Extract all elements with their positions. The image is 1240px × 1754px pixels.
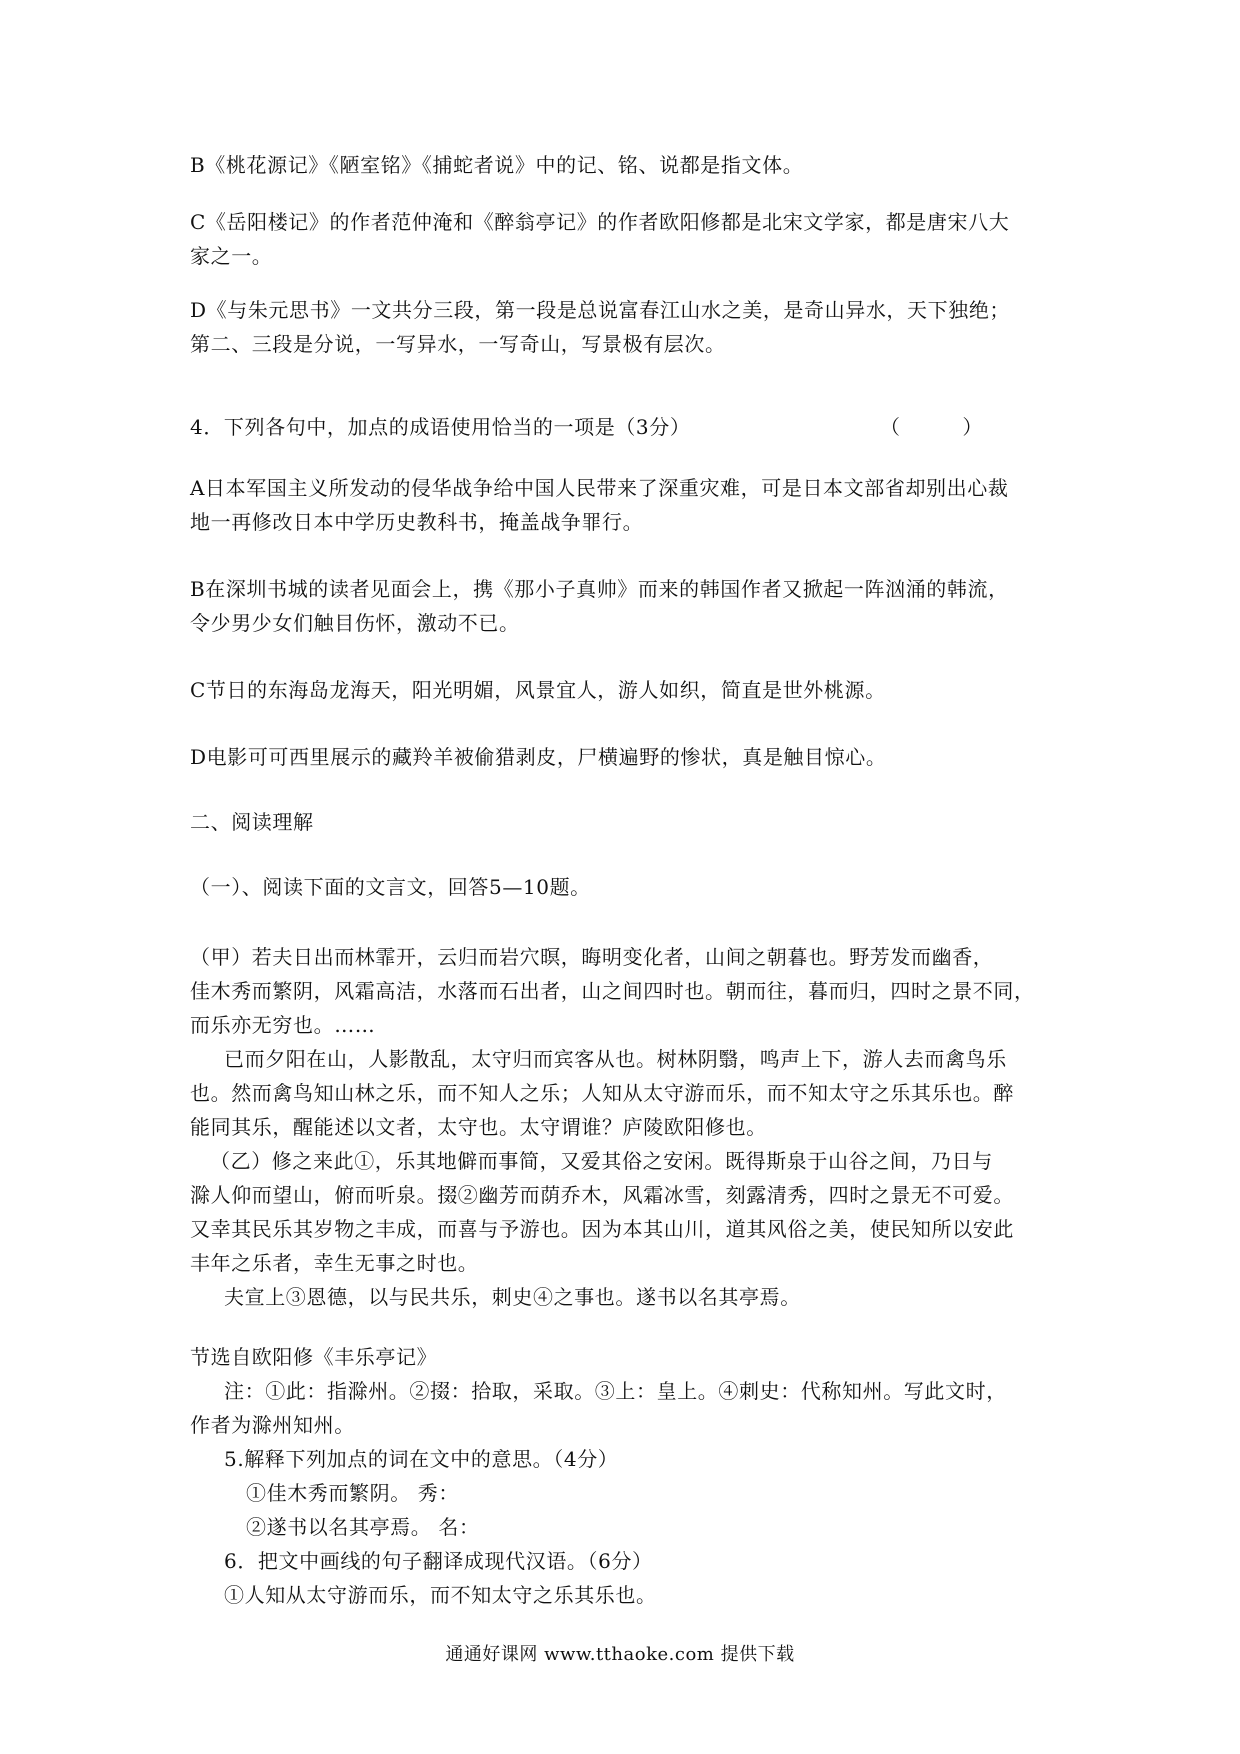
q4-answer-paren: （ ） (880, 415, 983, 439)
q4-option-b-line1: B在深圳书城的读者见面会上，携《那小子真帅》而来的韩国作者又掀起一阵汹涌的韩流， (190, 577, 1009, 601)
passage-jia-line5: 也。然而禽鸟知山林之乐，而不知人之乐；人知从太守游而乐，而不知太守之乐其乐也。醉 (190, 1081, 1014, 1105)
q5-stem: 5.解释下列加点的词在文中的意思。（4分） (224, 1447, 619, 1471)
passage-source: 节选自欧阳修《丰乐亭记》 (190, 1345, 438, 1369)
q4-stem-row (190, 410, 1070, 444)
passage-jia-line2: 佳木秀而繁阴，风霜高洁，水落而石出者，山之间四时也。朝而往，暮而归，四时之景不同， (190, 979, 1035, 1003)
q4-option-a-line1: A日本军国主义所发动的侵华战争给中国人民带来了深重灾难，可是日本文部省却别出心裁 (190, 476, 1009, 500)
passage-yi-line1: （乙）修之来此①，乐其地僻而事简，又爱其俗之安闲。既得斯泉于山谷之间，乃日与 (210, 1149, 993, 1173)
passage-note-line2: 作者为滁州知州。 (190, 1413, 355, 1437)
passage-jia-line6: 能同其乐，醒能述以文者，太守也。太守谓谁？庐陵欧阳修也。 (190, 1115, 767, 1139)
q4-option-b-line2: 令少男少女们触目伤怀，激动不已。 (190, 611, 520, 635)
passage-jia-line3: 而乐亦无穷也。…… (190, 1013, 376, 1037)
q6-item1: ①人知从太守游而乐，而不知太守之乐其乐也。 (224, 1583, 657, 1607)
q3-option-d-line2: 第二、三段是分说，一写异水，一写奇山，写景极有层次。 (190, 332, 726, 356)
passage-jia-line4: 已而夕阳在山，人影散乱，太守归而宾客从也。树林阴翳，鸣声上下，游人去而禽鸟乐 (224, 1047, 1007, 1071)
q5-item2: ②遂书以名其亭焉。 名： (246, 1515, 480, 1539)
passage-yi-line2: 滁人仰而望山，俯而听泉。掇②幽芳而荫乔木，风霜冰雪，刻露清秀，四时之景无不可爱。 (190, 1183, 1014, 1207)
passage-note-line1: 注：①此：指滁州。②掇：拾取，采取。③上：皇上。④刺史：代称知州。写此文时， (224, 1379, 1007, 1403)
q4-option-d: D电影可可西里展示的藏羚羊被偷猎剥皮，尸横遍野的惨状，真是触目惊心。 (190, 745, 887, 769)
section-subheading: （一）、阅读下面的文言文，回答5—10题。 (190, 875, 591, 899)
passage-yi-line4: 丰年之乐者，幸生无事之时也。 (190, 1251, 479, 1275)
q3-option-b: B《桃花源记》《陋室铭》《捕蛇者说》中的记、铭、说都是指文体。 (190, 153, 804, 177)
q4-stem: 4．下列各句中，加点的成语使用恰当的一项是（3分） (190, 415, 691, 439)
passage-jia-line1: （甲）若夫日出而林霏开，云归而岩穴暝，晦明变化者，山间之朝暮也。野芳发而幽香， (190, 945, 994, 969)
q5-item1: ①佳木秀而繁阴。 秀： (246, 1481, 459, 1505)
section-heading: 二、阅读理解 (190, 810, 314, 834)
q6-stem: 6．把文中画线的句子翻译成现代汉语。（6分） (224, 1549, 653, 1573)
q4-option-a-line2: 地一再修改日本中学历史教科书，掩盖战争罪行。 (190, 510, 644, 534)
page-footer: 通通好课网 www.tthaoke.com 提供下载 (445, 1644, 795, 1665)
q3-option-c-line1: C《岳阳楼记》的作者范仲淹和《醉翁亭记》的作者欧阳修都是北宋文学家，都是唐宋八大 (190, 210, 1010, 234)
q3-option-c-line2: 家之一。 (190, 244, 273, 268)
q4-option-c: C节日的东海岛龙海天，阳光明媚，风景宜人，游人如织，简直是世外桃源。 (190, 678, 886, 702)
passage-yi-line5: 夫宣上③恩德，以与民共乐，刺史④之事也。遂书以名其亭焉。 (224, 1285, 801, 1309)
passage-yi-line3: 又幸其民乐其岁物之丰成，而喜与予游也。因为本其山川，道其风俗之美，使民知所以安此 (190, 1217, 1014, 1241)
q3-option-d-line1: D《与朱元思书》一文共分三段，第一段是总说富春江山水之美，是奇山异水，天下独绝； (190, 298, 1011, 322)
